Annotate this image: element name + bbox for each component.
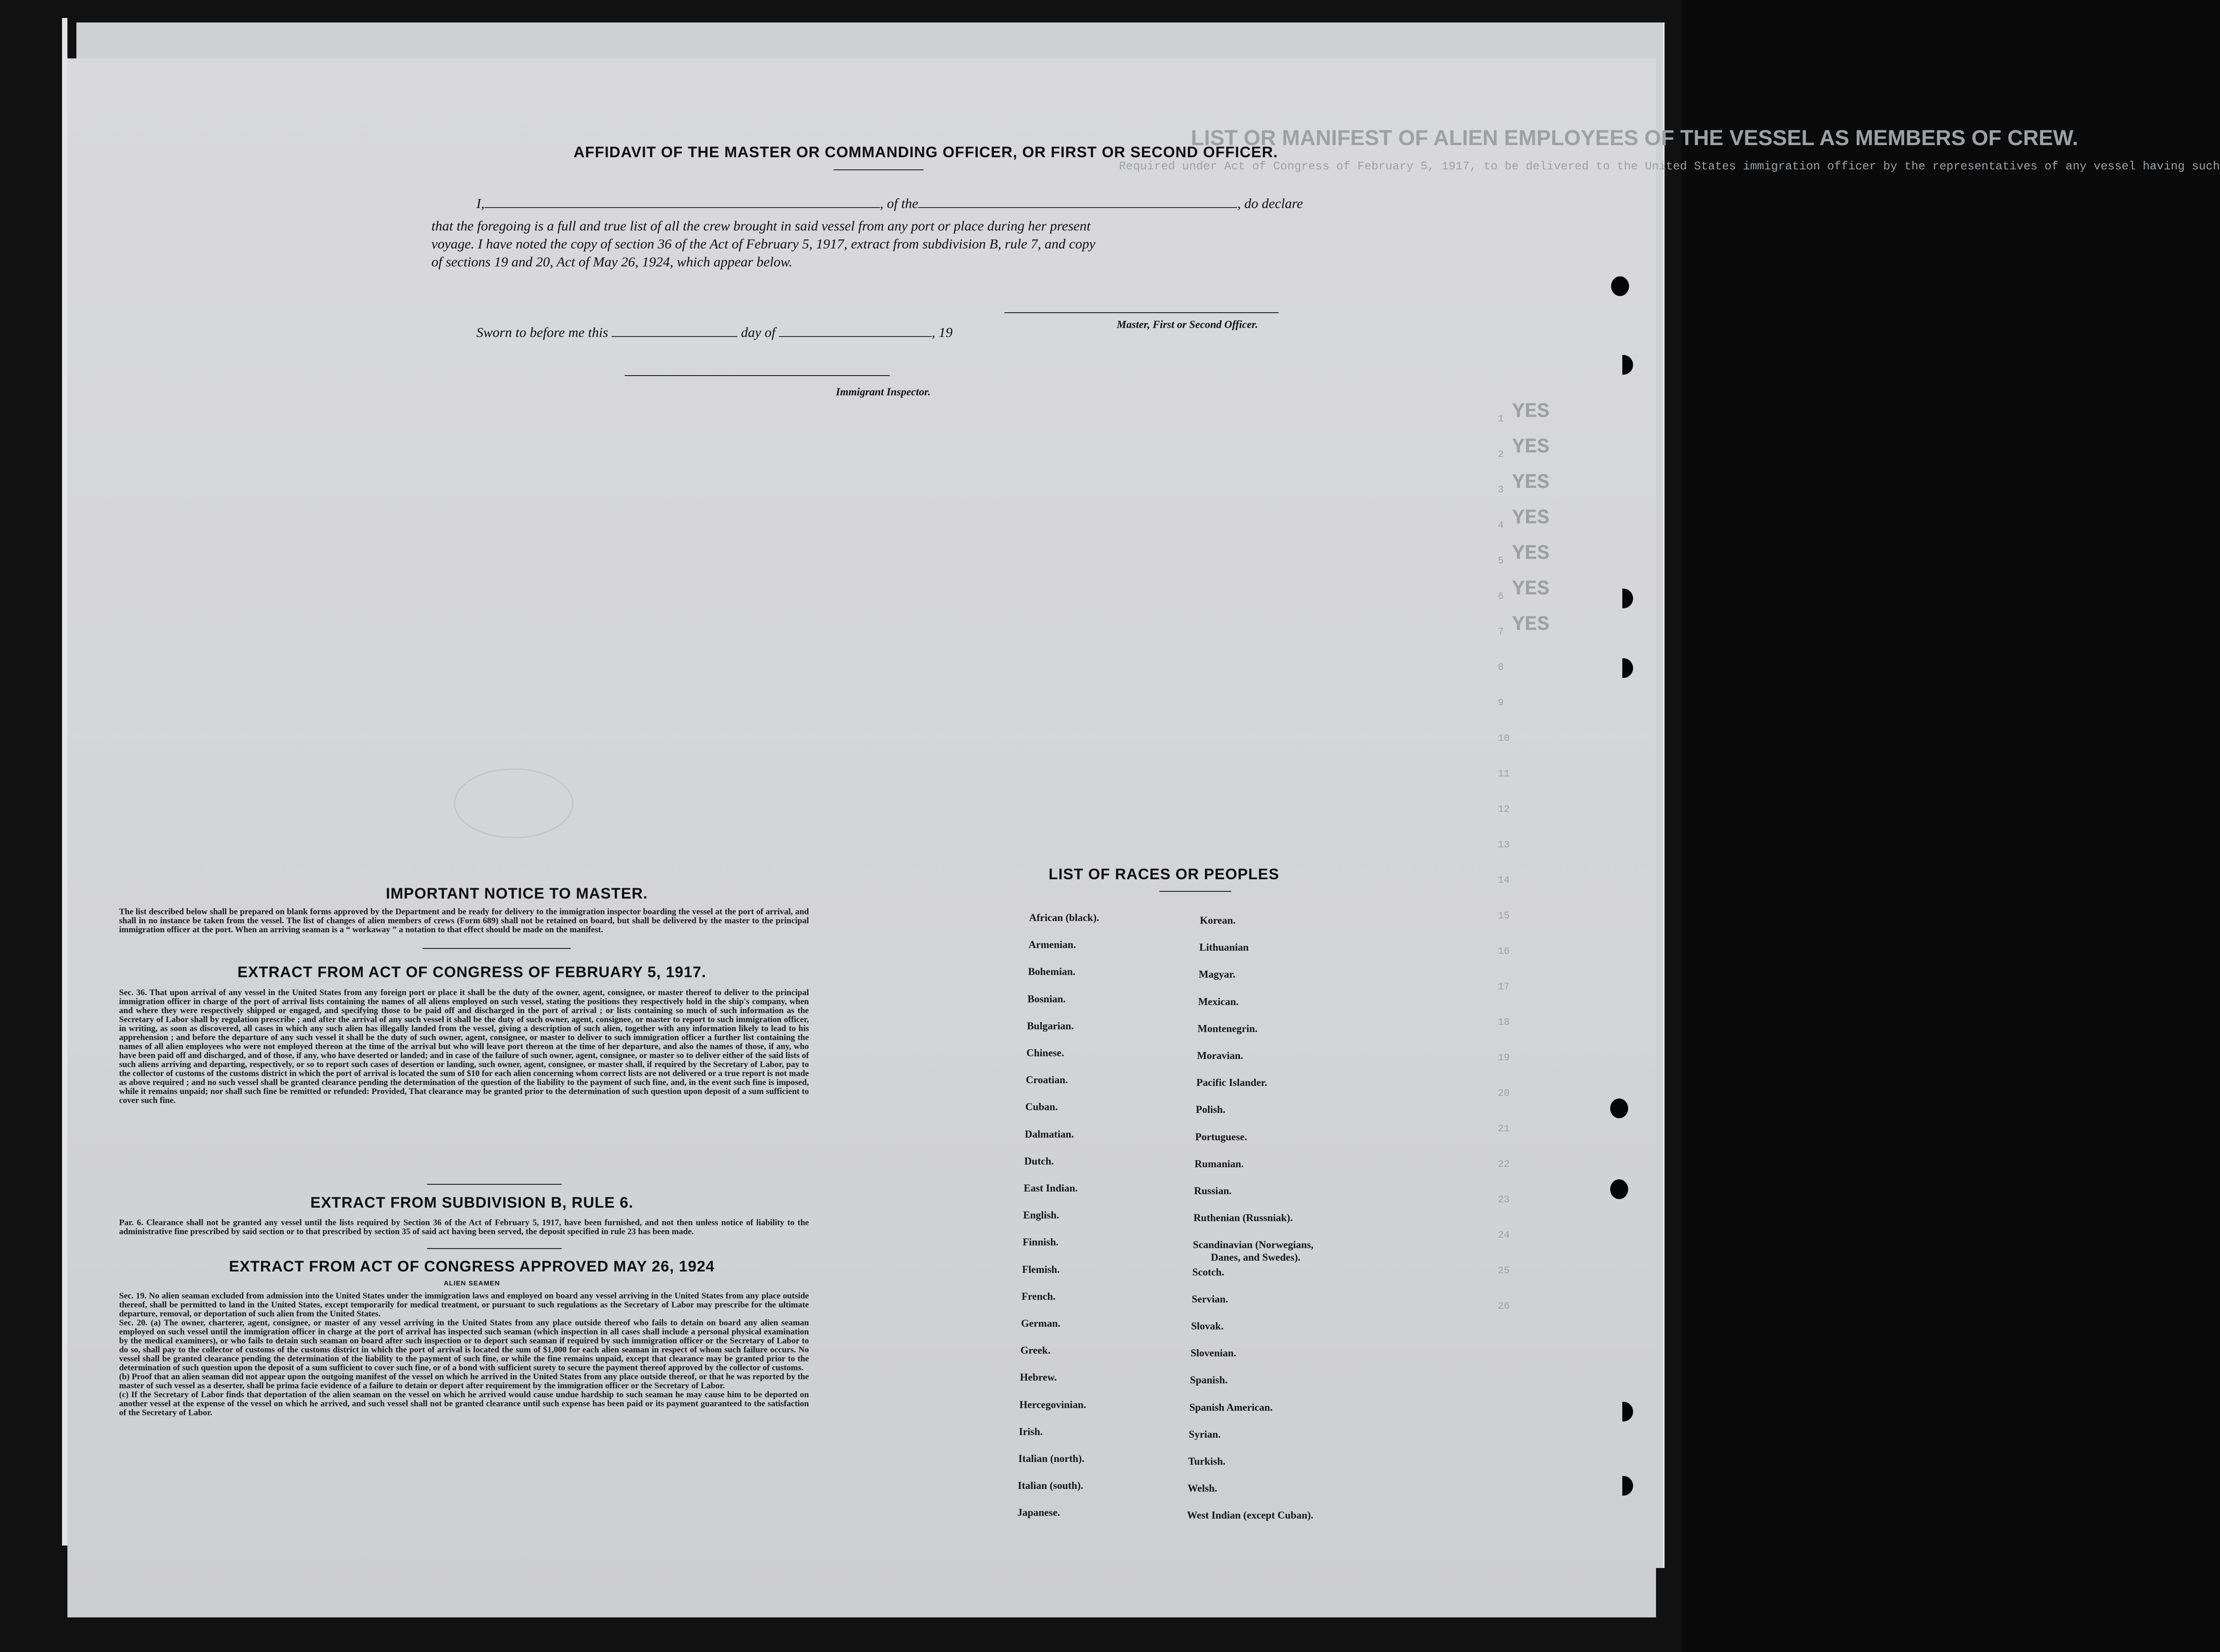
race-entry: Japanese. [1017,1507,1060,1519]
race-entry: Portuguese. [1195,1131,1248,1143]
punch-hole [1610,1098,1628,1118]
bleed-row-number: 1 [1498,413,1504,425]
bleed-yes-mark: YES [1512,435,1550,459]
year-label: , 19 [932,324,953,340]
race-entry: Greek. [1020,1345,1051,1356]
race-entry: Syrian. [1189,1428,1221,1440]
bleed-row-number: 19 [1498,1052,1510,1063]
race-entry: Montenegrin. [1197,1023,1258,1034]
bleed-row-number: 26 [1498,1301,1510,1312]
punch-hole [1622,589,1633,608]
races-title-rule [1159,891,1231,892]
bleed-row-number: 5 [1498,555,1504,567]
bleed-row-number: 24 [1498,1230,1510,1241]
punch-hole [1611,276,1629,296]
race-entry: African (black). [1029,912,1099,923]
faint-stamp [454,768,573,838]
race-entry: Korean. [1200,915,1236,926]
race-entry: German. [1021,1318,1061,1329]
bleed-row-number: 7 [1498,626,1504,638]
sworn-line [476,324,953,341]
affidavit-line-1 [476,195,1303,212]
master-signature-line[interactable] [1004,312,1279,313]
bleed-row-number: 4 [1498,520,1504,531]
alien-seamen-subtitle: ALIEN SEAMEN [444,1280,500,1287]
race-entry: Scotch. [1192,1266,1225,1278]
race-entry: Irish. [1019,1426,1043,1437]
bleed-row-number: 15 [1498,910,1510,921]
sec-20a-text: Sec. 20. (a) The owner, charterer, agent, consignee, or master of any vessel arriving in the United States from any place outside thereof who fails to detain on board any alien seaman employed on such vessel until the immigration officer in charge at the port of arrival has inspected such seaman (which inspection in all cases shall include a personal physical examination by the medical examiners), or who fails to detain such seaman on board after such inspection or to deport such seaman if required by such immigration officer or the Secretary of Labor to do so, shall pay to the collector of customs of the customs district in which the port of arrival is located the sum of $1,000 for each alien seaman in respect of whom such failure occurs. No vessel shall be granted clearance pending the determination of the liability to the payment of such fine, or while the fine remains unpaid, except that clearance may be granted prior to the determination of such question upon the deposit of a sum sufficient to cover such fine, or of a bond with sufficient surety to secure the payment thereof approved by the collector of customs. [119,1318,809,1373]
bleed-row-number: 6 [1498,591,1504,602]
race-entry: Dutch. [1024,1155,1054,1167]
bleed-yes-mark: YES [1512,613,1550,636]
extract-1917-rule [427,1184,562,1185]
race-entry: Bosnian. [1027,993,1066,1005]
notice-rule [422,948,571,949]
inspector-signature-line[interactable] [625,375,890,376]
extract-1924-sec19 [119,1292,809,1417]
affidavit-title: AFFIDAVIT OF THE MASTER OR COMMANDING OFFICER, OR FIRST OR SECOND OFFICER. [573,144,1278,161]
race-entry: Hebrew. [1020,1372,1057,1383]
race-entry: Magyar. [1199,969,1235,980]
bleed-row-number: 3 [1498,484,1504,496]
race-entry: Lithuanian [1199,942,1249,953]
race-entry: Scandinavian (Norwegians, [1193,1239,1314,1251]
race-entry: West Indian (except Cuban). [1187,1510,1314,1521]
race-entry: Welsh. [1187,1483,1217,1494]
subdivision-title: EXTRACT FROM SUBDIVISION B, RULE 6. [310,1194,634,1211]
vessel-label: , of the [880,195,919,211]
subdivision-body: Par. 6. Clearance shall not be granted any vessel until the lists required by Section 36 of the Act of February 5, 1917, have been furnished, and not then unless notice of liability to the administrative fine prescribed by said section or to that prescribed by section 35 of said act having been served, the deposit specified in rule 23 has been made. [119,1218,809,1236]
punch-hole [1622,1476,1633,1496]
race-entry: Hercegovinian. [1019,1399,1086,1410]
page-left-edge [62,18,67,1546]
bleed-yes-mark: YES [1512,471,1550,494]
bleed-through-subheader: Required under Act of Congress of February 5, 1917, to be delivered to the United States immigration officer by the representatives of any vessel having such [1119,159,2220,173]
bleed-row-number: 20 [1498,1088,1510,1099]
bleed-through-header: LIST OR MANIFEST OF ALIEN EMPLOYEES OF THE VESSEL AS MEMBERS OF CREW. [1191,126,2078,150]
sworn-day-blank[interactable] [612,336,737,337]
punch-hole [1622,1402,1633,1422]
race-entry: Flemish. [1022,1263,1060,1275]
affidavit-line-2: that the foregoing is a full and true list of all the crew brought in said vessel from any port or place during her present [431,218,1091,234]
notice-title: IMPORTANT NOTICE TO MASTER. [386,885,648,902]
affidavit-title-rule [834,169,924,170]
race-entry: Spanish. [1190,1374,1228,1386]
race-entry: English. [1023,1209,1059,1221]
race-entry: Italian (south). [1017,1480,1083,1492]
race-entry: Turkish. [1188,1456,1225,1467]
bleed-row-number: 8 [1498,662,1504,673]
bleed-row-number: 18 [1498,1017,1510,1028]
race-entry: Croatian. [1026,1074,1068,1086]
race-entry: Slovak. [1191,1320,1224,1332]
race-entry: Servian. [1191,1293,1228,1305]
document-page [67,58,2220,1617]
punch-hole [1622,658,1633,678]
extract-1924-title: EXTRACT FROM ACT OF CONGRESS APPROVED MAY 26, 1924 [229,1258,715,1275]
race-entry: Mexican. [1198,996,1239,1007]
bleed-row-number: 10 [1498,733,1510,744]
race-entry: Finnish. [1022,1236,1059,1248]
vessel-name-blank[interactable] [918,207,1237,208]
inspector-signature-label: Immigrant Inspector. [836,386,931,398]
bleed-row-number: 11 [1498,768,1510,779]
bleed-row-number: 25 [1498,1265,1510,1276]
bleed-yes-mark: YES [1512,542,1550,565]
race-entry: Chinese. [1026,1047,1064,1059]
race-entry-continuation: Danes, and Swedes). [1211,1252,1301,1263]
sworn-label: Sworn to before me this [476,324,608,340]
bleed-row-number: 2 [1498,449,1504,460]
declarant-name-blank[interactable] [484,207,880,208]
sworn-month-blank[interactable] [779,336,932,337]
race-entry: Cuban. [1025,1101,1058,1113]
sec-20b-text: (b) Proof that an alien seaman did not appear upon the outgoing manifest of the vessel on which he arrived in the United States from any place outside thereof, or that he was reported by the master of such vessel as a deserter, shall be prima facie evidence of a failure to detain or deport after requirement by the immigration officer or the Secretary of Labor. [119,1372,809,1391]
race-entry: Dalmatian. [1025,1128,1074,1140]
race-entry: East Indian. [1024,1183,1078,1194]
race-entry: Slovenian. [1190,1347,1236,1359]
bleed-row-number: 21 [1498,1123,1510,1134]
subdivision-rule [427,1248,562,1249]
race-entry: French. [1021,1290,1056,1302]
affidavit-line-4: of sections 19 and 20, Act of May 26, 1924, which appear below. [431,254,793,270]
notice-body: The list described below shall be prepared on blank forms approved by the Department and be ready for delivery to the immigration inspector boarding the vessel at the port of arrival, and shall in no instance be taken from the vessel. The list of changes of alien members of crews (Form 689) shall not be retained on board, but shall be delivered by the master to the principal immigration officer at the port. When an arriving seaman is a “ workaway ” a notation to that effect should be made on the manifest. [119,907,809,935]
bleed-row-number: 13 [1498,839,1510,850]
race-entry: Spanish American. [1189,1401,1273,1413]
race-entry: Ruthenian (Russniak). [1193,1212,1293,1224]
sec-20c-text: (c) If the Secretary of Labor finds that deportation of the alien seaman on the vessel on which he arrived would cause undue hardship to such seaman he may cause him to be deported on another vessel at the expense of the vessel on which he arrived, and such vessel shall not be granted clearance until such expense has been paid or its payment guaranteed to the satisfaction of the Secretary of Labor. [119,1390,809,1417]
race-entry: Pacific Islander. [1196,1077,1267,1089]
bleed-row-number: 22 [1498,1159,1510,1170]
bleed-row-number: 23 [1498,1194,1510,1205]
punch-hole [1610,1179,1628,1199]
extract-1917-title: EXTRACT FROM ACT OF CONGRESS OF FEBRUARY 5, 1917. [237,964,706,981]
races-title: LIST OF RACES OR PEOPLES [1048,866,1279,883]
master-signature-label: Master, First or Second Officer. [1117,319,1258,331]
bleed-row-number: 14 [1498,875,1510,886]
bleed-row-number: 17 [1498,981,1510,992]
bleed-yes-mark: YES [1512,400,1550,423]
race-entry: Polish. [1195,1104,1225,1116]
bleed-yes-mark: YES [1512,577,1550,601]
extract-1917-body: Sec. 36. That upon arrival of any vessel in the United States from any foreign port or place it shall be the duty of the owner, agent, consignee, or master thereof to deliver to the principal immigration officer in charge of the port of arrival lists containing the names of all aliens employed on such vessel, stating the positions they respectively hold in the ship's company, when and where they were respectively shipped or engaged, and specifying those to be paid off and discharged in the port of arrival ; or lists containing so much of such information as the Secretary of Labor shall by regulation prescribe ; and after the arrival of any such vessel it shall be the duty of such owner, agent, consignee, or master to report to such immigration officer, in writing, as soon as discovered, all cases in which any such alien has illegally landed from the vessel, giving a description of such alien, together with any information likely to lead to his apprehension ; and before the departure of any such vessel it shall be the duty of such owner, agent, consignee, or master to deliver to such immigration officer a further list containing the names of all alien employees who were not employed thereon at the time of the arrival but who will leave port thereon at the time of her departure, and also the names of those, if any, who have been paid off and discharged, and of those, if any, who have deserted or landed; and in case of the failure of such owner, agent, consignee, or master so to deliver either of the said lists of such aliens arriving and departing, respectively, or so to report such cases of desertion or landing, such owner, agent, consignee, or master shall, if required by the Secretary of Labor, pay to the collector of customs of the customs district in which the port of arrival is located the sum of $10 for each alien concerning whom correct lists are not delivered or a true report is not made as above required ; and no such vessel shall be granted clearance pending the determination of the question of the liability to the payment of such fine, and, in the event such fine is imposed, while it remains unpaid; nor shall such fine be remitted or refunded: Provided, That clearance may be granted prior to the determination of such question upon deposit of a sum sufficient to cover such fine. [119,988,809,1105]
race-entry: Italian (north). [1018,1453,1084,1464]
race-entry: Russian. [1194,1185,1232,1196]
affidavit-line-3: voyage. I have noted the copy of section 36 of the Act of February 5, 1917, extract from subdivision B, rule 7, and copy [431,236,1096,252]
race-entry: Rumanian. [1194,1158,1244,1169]
bleed-yes-mark: YES [1512,506,1550,530]
race-entry: Bulgarian. [1027,1020,1074,1032]
race-entry: Armenian. [1028,939,1076,951]
sec-19-text: Sec. 19. No alien seaman excluded from admission into the United States under the immigration laws and employed on board any vessel arriving in the United States from any place outside thereof, shall be permitted to land in the United States, except temporarily for medical treatment, or pursuant to such regulations as the Secretary of Labor may prescribe for the ultimate departure, removal, or deportation of such alien from the United States. [119,1291,809,1319]
race-entry: Moravian. [1197,1050,1243,1061]
day-of-label: day of [741,324,776,340]
bleed-row-number: 9 [1498,697,1504,709]
declarant-label: I, [476,195,485,211]
declare-label: , do declare [1237,195,1303,211]
bleed-row-number: 16 [1498,946,1510,957]
bleed-row-number: 12 [1498,804,1510,815]
punch-hole [1622,355,1633,375]
race-entry: Bohemian. [1028,966,1076,978]
